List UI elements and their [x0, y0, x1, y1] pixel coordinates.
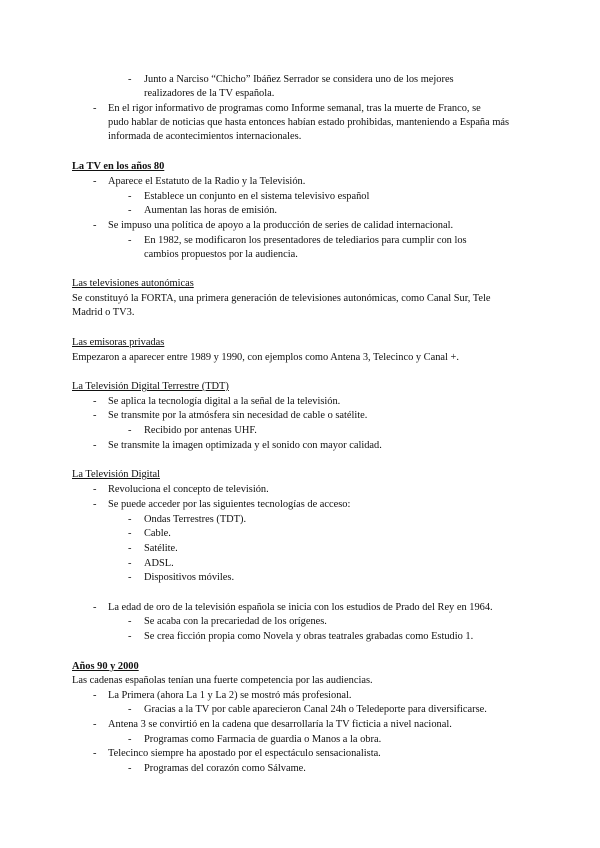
list-item: Se aplica la tecnología digital a la señal de la televisión. — [108, 396, 341, 407]
list-item: Recibido por antenas UHF. — [144, 425, 257, 436]
list-item: Aumentan las horas de emisión. — [144, 205, 278, 216]
list-item: Establece un conjunto en el sistema televisivo español — [144, 191, 370, 202]
bullet-dash: - — [128, 631, 132, 642]
bullet-dash: - — [128, 763, 132, 774]
bullet-dash: - — [93, 103, 97, 114]
list-item: Se impuso una política de apoyo a la producción de series de calidad internacional. — [108, 220, 454, 231]
paragraph: Empezaron a aparecer entre 1989 y 1990, con ejemplos como Antena 3, Telecinco y Canal +. — [72, 352, 459, 363]
section-heading-80s: La TV en los años 80 — [72, 161, 165, 172]
paragraph: Se constituyó la FORTA, una primera generación de televisiones autonómicas, como Canal Sur, Tele — [72, 293, 491, 304]
bullet-dash: - — [128, 514, 132, 525]
list-item-cont: cambios propuestos por la audiencia. — [144, 249, 298, 260]
section-heading-digital: La Televisión Digital — [72, 469, 160, 480]
bullet-dash: - — [128, 235, 132, 246]
list-item: Programas como Farmacia de guardia o Manos a la obra. — [144, 734, 382, 745]
bullet-dash: - — [93, 719, 97, 730]
section-heading-90s: Años 90 y 2000 — [72, 661, 139, 672]
list-item-cont: realizadores de la TV española. — [144, 88, 275, 99]
bullet-dash: - — [128, 528, 132, 539]
bullet-dash: - — [93, 748, 97, 759]
list-item: Dispositivos móviles. — [144, 572, 235, 583]
bullet-dash: - — [128, 734, 132, 745]
list-item: Telecinco siempre ha apostado por el espectáculo sensacionalista. — [108, 748, 381, 759]
paragraph: Las cadenas españolas tenían una fuerte competencia por las audiencias. — [72, 675, 373, 686]
list-item: La edad de oro de la televisión española se inicia con los estudios de Prado del Rey en 1964. — [108, 602, 493, 613]
list-item: En 1982, se modificaron los presentadores de telediarios para cumplir con los — [144, 235, 467, 246]
bullet-dash: - — [93, 410, 97, 421]
bullet-dash: - — [128, 425, 132, 436]
bullet-dash: - — [128, 191, 132, 202]
bullet-dash: - — [93, 396, 97, 407]
list-item: Ondas Terrestres (TDT). — [144, 514, 247, 525]
bullet-dash: - — [93, 690, 97, 701]
list-item: Gracias a la TV por cable aparecieron Canal 24h o Teledeporte para diversificarse. — [144, 704, 487, 715]
bullet-dash: - — [93, 220, 97, 231]
list-item: ADSL. — [144, 558, 174, 569]
list-item: Satélite. — [144, 543, 178, 554]
bullet-dash: - — [93, 484, 97, 495]
bullet-dash: - — [93, 176, 97, 187]
list-item: La Primera (ahora La 1 y La 2) se mostró más profesional. — [108, 690, 352, 701]
bullet-dash: - — [128, 704, 132, 715]
list-item: Se transmite la imagen optimizada y el sonido con mayor calidad. — [108, 440, 382, 451]
list-item: Aparece el Estatuto de la Radio y la Televisión. — [108, 176, 306, 187]
list-item-cont: informada de acontecimientos internacionales. — [108, 131, 302, 142]
bullet-dash: - — [93, 440, 97, 451]
bullet-dash: - — [128, 558, 132, 569]
list-item: Programas del corazón como Sálvame. — [144, 763, 306, 774]
list-item-cont: pudo hablar de noticias que hasta entonces habían estado prohibidas, manteniendo a España más — [108, 117, 510, 128]
bullet-dash: - — [128, 205, 132, 216]
list-item: Revoluciona el concepto de televisión. — [108, 484, 269, 495]
bullet-dash: - — [128, 572, 132, 583]
bullet-dash: - — [93, 602, 97, 613]
list-item: Antena 3 se convirtió en la cadena que desarrollaría la TV ficticia a nivel nacional. — [108, 719, 452, 730]
bullet-dash: - — [93, 499, 97, 510]
list-item: Cable. — [144, 528, 171, 539]
list-item: Se crea ficción propia como Novela y obras teatrales grabadas como Estudio 1. — [144, 631, 474, 642]
section-heading-autonomicas: Las televisiones autonómicas — [72, 278, 194, 289]
list-item: Se transmite por la atmósfera sin necesidad de cable o satélite. — [108, 410, 368, 421]
section-heading-privadas: Las emisoras privadas — [72, 337, 165, 348]
list-item: Se acaba con la precariedad de los orígenes. — [144, 616, 327, 627]
list-item: Junto a Narciso “Chicho” Ibáñez Serrador se considera uno de los mejores — [144, 74, 454, 85]
bullet-dash: - — [128, 616, 132, 627]
list-item: Se puede acceder por las siguientes tecnologías de acceso: — [108, 499, 351, 510]
bullet-dash: - — [128, 543, 132, 554]
section-heading-tdt: La Televisión Digital Terrestre (TDT) — [72, 381, 229, 392]
bullet-dash: - — [128, 74, 132, 85]
list-item: En el rigor informativo de programas como Informe semanal, tras la muerte de Franco, se — [108, 103, 481, 114]
paragraph-cont: Madrid o TV3. — [72, 307, 135, 318]
